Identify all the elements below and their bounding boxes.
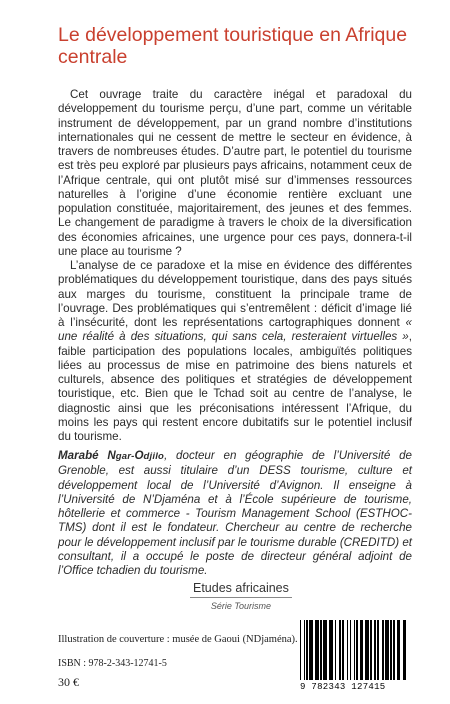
- isbn: ISBN : 978-2-343-12741-5: [58, 658, 167, 669]
- collection-name: Etudes africaines: [190, 581, 292, 598]
- paragraph-2-text-start: L’analyse de ce paradoxe et la mise en évidence des différentes problématiques du développement touristique, dans des pays situés aux marges du tourisme, constituent la principale trame de l’ouvrage. Des problématiques qui s’entremêlent : déficit d’image lié à l’insécurité, dont les représentations cartographiques donnent: [58, 259, 412, 329]
- collection-series: Série Tourisme: [210, 601, 272, 611]
- author-first-name: Marabé: [58, 449, 108, 462]
- summary-paragraph-2: [58, 259, 412, 444]
- cover-illustration-credit: Illustration de couverture : musée de Gaoui (NDjaména).: [58, 634, 298, 645]
- paragraph-2-text-end: , faible participation des populations locales, ambiguïtés politiques liées au processus de mise en patrimoine des biens naturels et culturels, absence des politiques et stratégies de développement touristique, etc. Bien que le Tchad soit au centre de l’analyse, le diagnostic ainsi que les préconisations intéressent l’Afrique, du moins les pays qui restent encore dubitatifs sur le potentiel inclusif du tourisme.: [58, 330, 412, 443]
- author-bio: [58, 449, 412, 578]
- author-last-name2-initial: O: [134, 449, 144, 462]
- summary-paragraph-1: Cet ouvrage traite du caractère inégal et paradoxal du développement du tourisme perçu, d’une part, comme un véritable instrument de développement, par un grand nombre d’institutions internationales qui ne cessent de mettre le secteur en évidence, à travers de nombreuses études. D’autre part, le potentiel du tourisme est très peu exploré par plusieurs pays africains, notamment ceux de l’Afrique centrale, qui ont plutôt misé sur d’immenses ressources naturelles à l’origine d’une économie rentière excluant une population constituée, majoritairement, des jeunes et des femmes. Le changement de paradigme à travers le choix de la diversification des économies africaines, une urgence pour ces pays, donnera-t-il une place au tourisme ?: [58, 88, 412, 258]
- author-last-name-initial: N: [107, 449, 116, 462]
- author-bio-text: , docteur en géographie de l’Université de Grenoble, est aussi titulaire d’un DESS tourisme, culture et développement local de l’Université d’Avignon. Il enseigne à l’Université de N’Djaména et à l’École supérieure de tourisme, hôtellerie et commerce - Tourism Management School (ESTHOC-TMS) dont il est le fondateur. Chercheur au centre de recherche pour le développement inclusif par le tourisme durable (CREDITD) et consultant, il a occupé le poste de directeur général adjoint de l’Office tchadien du tourisme.: [58, 449, 412, 577]
- book-title: Le développement touristique en Afrique centrale: [58, 24, 408, 68]
- collection-block: [190, 581, 292, 611]
- barcode-digits: 9 782343 127415: [300, 682, 386, 692]
- paragraph-2-quote: « une réalité à des situations, qui sans cela, resteraient virtuelles »: [58, 316, 412, 344]
- barcode-bars: [300, 620, 412, 680]
- author-last-name-rest: gar-: [115, 451, 135, 462]
- author-last-name2-rest: djilo: [143, 451, 165, 462]
- price: 30 €: [58, 675, 79, 689]
- barcode-space: [406, 620, 407, 680]
- author-name: [58, 449, 164, 462]
- barcode: [300, 620, 412, 696]
